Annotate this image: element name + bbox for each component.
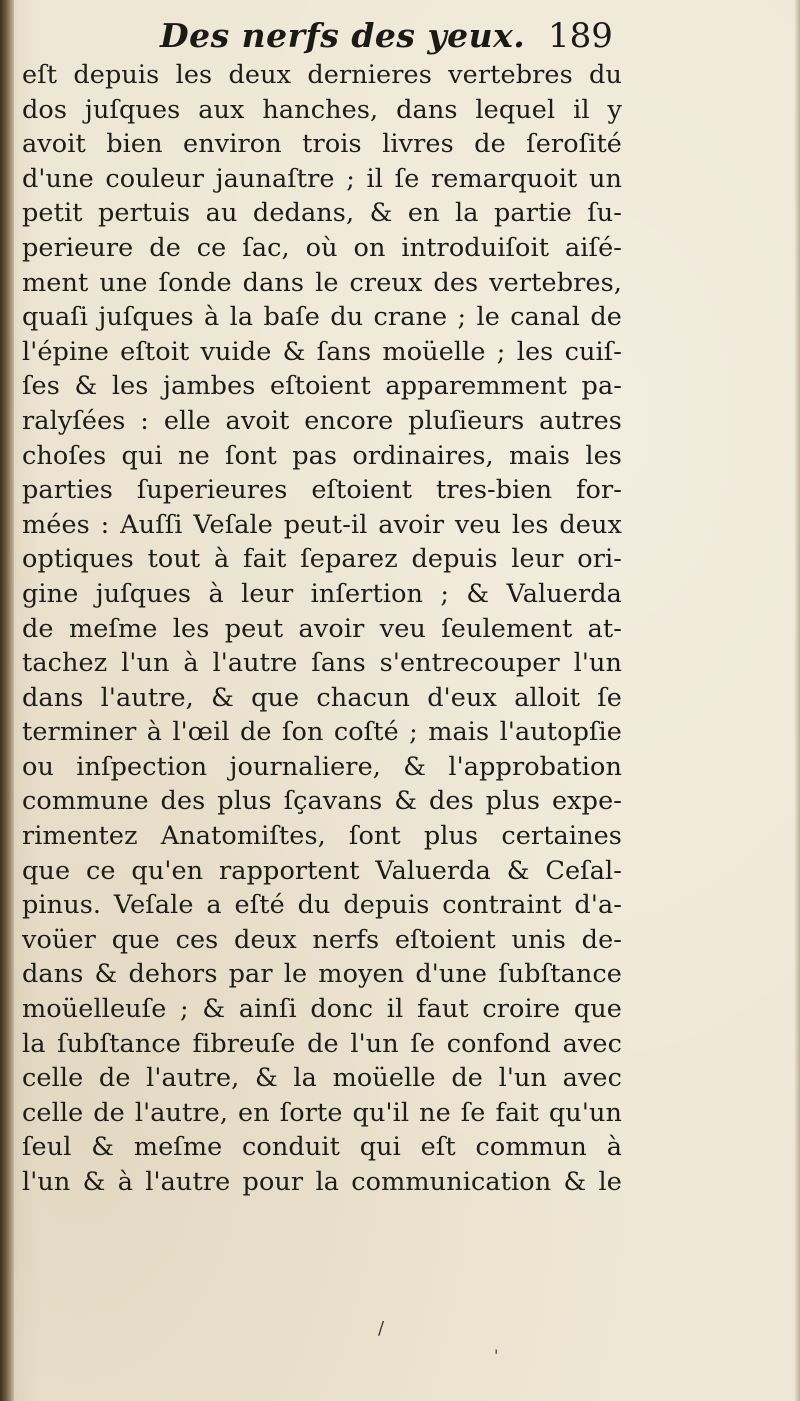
binding-gutter xyxy=(0,0,14,1401)
text-line: ſes & les jambes eſtoient apparemment pa- xyxy=(22,371,622,402)
text-line: d'une couleur jaunaſtre ; il ſe remarquoit un xyxy=(22,163,622,194)
text-line: dans l'autre, & que chacun d'eux alloit ſe xyxy=(22,682,622,713)
text-line: choſes qui ne ſont pas ordinaires, mais les xyxy=(22,440,622,471)
text-line: optiques tout à fait ſeparez depuis leur ori- xyxy=(22,544,622,575)
text-line: que ce qu'en rapportent Valuerda & Ceſal- xyxy=(22,855,622,886)
text-line: ment une ſonde dans le creux des vertebres, xyxy=(22,267,622,298)
body-text xyxy=(22,58,622,1200)
text-line: eſt depuis les deux dernieres vertebres du xyxy=(22,60,622,90)
text-line: petit pertuis au dedans, & en la partie ſu- xyxy=(22,198,622,229)
text-line: dans & dehors par le moyen d'une ſubſtance xyxy=(22,959,622,990)
running-title: Des nerfs des yeux. xyxy=(160,16,526,55)
text-line: dos juſques aux hanches, dans lequel il y xyxy=(22,94,622,125)
text-line: tachez l'un à l'autre ſans s'entrecouper l'un xyxy=(22,648,622,679)
text-line: mées : Auſſi Veſale peut-il avoir veu les deux xyxy=(22,509,622,540)
text-line: perieure de ce ſac, où on introduiſoit aiſé- xyxy=(22,232,622,263)
ink-speck: ' xyxy=(494,1346,499,1365)
text-line: commune des plus ſçavans & des plus expe- xyxy=(22,786,622,817)
text-line: quaſi juſques à la baſe du crane ; le canal de xyxy=(22,302,622,333)
text-line: gine juſques à leur inſertion ; & Valuerda xyxy=(22,578,622,609)
text-line: moüelleuſe ; & ainſi donc il faut croire que xyxy=(22,994,622,1025)
text-line: celle de l'autre, & la moüelle de l'un avec xyxy=(22,1063,622,1094)
text-line: ſeul & meſme conduit qui eſt commun à xyxy=(22,1132,622,1163)
text-line: l'épine eſtoit vuide & ſans moüelle ; les cuiſ- xyxy=(22,336,622,367)
text-line: ralyſées : elle avoit encore pluſieurs autres xyxy=(22,405,622,436)
page-edge-shadow xyxy=(794,0,800,1401)
text-line: voüer que ces deux nerfs eſtoient unis de- xyxy=(22,924,622,955)
ink-speck: / xyxy=(378,1318,385,1339)
text-line: parties ſuperieures eſtoient tres-bien for- xyxy=(22,475,622,506)
text-line: de meſme les peut avoir veu ſeulement at- xyxy=(22,613,622,644)
text-line: ou inſpection journaliere, & l'approbation xyxy=(22,751,622,782)
text-line: rimentez Anatomiſtes, ſont plus certaines xyxy=(22,821,622,852)
page-number: 189 xyxy=(548,16,613,56)
text-line: terminer à l'œil de ſon coſté ; mais l'autopſie xyxy=(22,717,622,748)
text-line: la ſubſtance fibreuſe de l'un ſe confond avec xyxy=(22,1028,622,1059)
text-line: pinus. Veſale a eſté du depuis contraint d'a- xyxy=(22,890,622,921)
text-line: celle de l'autre, en ſorte qu'il ne ſe fait qu'un xyxy=(22,1097,622,1128)
text-line: l'un & à l'autre pour la communication & le xyxy=(22,1167,622,1197)
text-line: avoit bien environ trois livres de ſeroſité xyxy=(22,129,622,160)
